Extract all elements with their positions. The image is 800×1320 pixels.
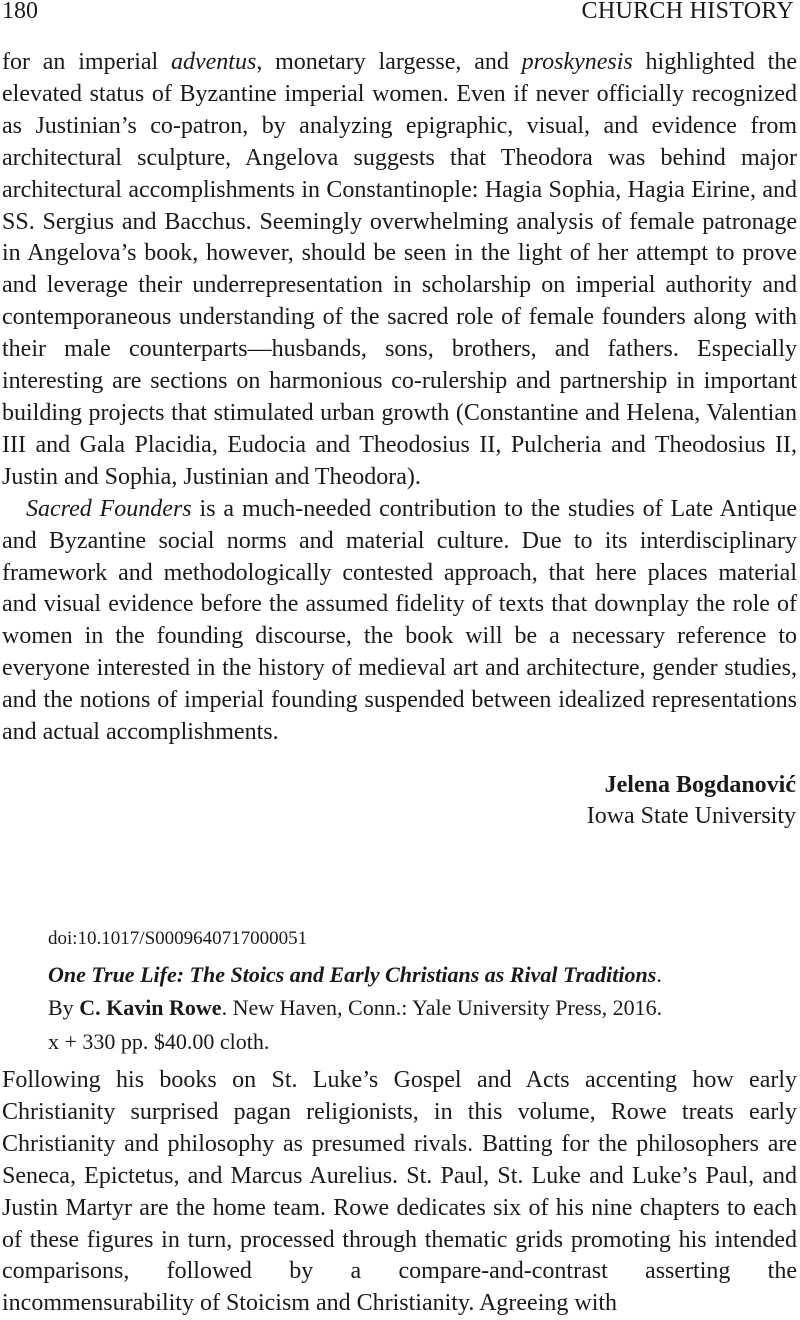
running-head (2, 0, 794, 26)
title-period: . (656, 962, 662, 987)
italic-term: proskynesis (521, 49, 633, 75)
review-text (2, 1065, 797, 1320)
paragraph (2, 47, 797, 494)
book-title (48, 959, 793, 991)
reviewer-affiliation: Iowa State University (586, 803, 796, 829)
paragraph: Following his books on St. Luke’s Gospel and Acts accenting how early Christianity surprised pagan religionists, in this volume, Rowe treats early Christianity and philosophy as presumed rivals. Batting for the philosophers are Seneca, Epictetus, and Marcus Aurelius. St. Paul, St. Luke and Luke’s Paul, and Justin Martyr are the home team. Rowe dedicates six of his nine chapters to each of these figures in turn, processed through thematic grids promoting his intended comparisons, followed by a compare-and-contrast asserting the incommensurability of Stoicism and Christianity. Agreeing with (2, 1067, 797, 1317)
by-label: By (48, 995, 80, 1020)
text-run: is a much-needed contribution to the studies of Late Antique and Byzantine social norms and material culture. Due to its interdisciplinary framework and methodologically contested approach, that here places material and visual evidence before the assumed fidelity of texts that downplay the role of women in the founding discourse, the book will be a necessary reference to everyone interested in the history of medieval art and architecture, gender studies, and the notions of imperial founding suspended between idealized representations and actual accomplishments. (2, 495, 797, 746)
italic-term: adventus (171, 49, 257, 75)
text-run: for an imperial (2, 49, 171, 75)
previous-review-text (2, 47, 797, 749)
doi: doi:10.1017/S0009640717000051 (48, 928, 308, 949)
book-author: C. Kavin Rowe (79, 995, 222, 1020)
reviewer-name: Jelena Bogdanović (604, 772, 796, 798)
byline (48, 991, 793, 1025)
italic-book-title: Sacred Founders (26, 495, 192, 522)
paragraph (2, 494, 797, 749)
text-run: , monetary largesse, and (256, 49, 522, 75)
book-title-text: One True Life: The Stoics and Early Christians as Rival Traditions (48, 962, 657, 987)
journal-title: CHURCH HISTORY (581, 0, 794, 24)
book-details: x + 330 pp. $40.00 cloth. (48, 1029, 270, 1054)
publisher-info: . New Haven, Conn.: Yale University Press, 2016. (221, 995, 663, 1020)
page-number: 180 (2, 0, 38, 24)
text-run: highlighted the elevated status of Byzantine imperial women. Even if never officially recognized as Justinian’s co-patron, by analyzing epigraphic, visual, and evidence from architectural sculpture, Angelova suggests that Theodora was behind major architectural accomplishments in Constantinople: Hagia Sophia, Hagia Eirine, and SS. Sergius and Bacchus. Seemingly overwhelming analysis of female patronage in Angelova’s book, however, should be seen in the light of her attempt to prove and leverage their underrepresentation in scholarship on imperial authority and contemporaneous understanding of the sacred role of female founders along with their male counterparts—husbands, sons, brothers, and fathers. Especially interesting are sections on harmonious co-rulership and partnership in important building projects that stimulated urban growth (Constantine and Helena, Valentian III and Gala Placidia, Eudocia and Theodosius II, Pulcheria and Theodosius II, Justin and Sophia, Justinian and Theodora). (2, 49, 797, 490)
reviewer-signature (587, 770, 796, 832)
book-citation (48, 926, 793, 1059)
